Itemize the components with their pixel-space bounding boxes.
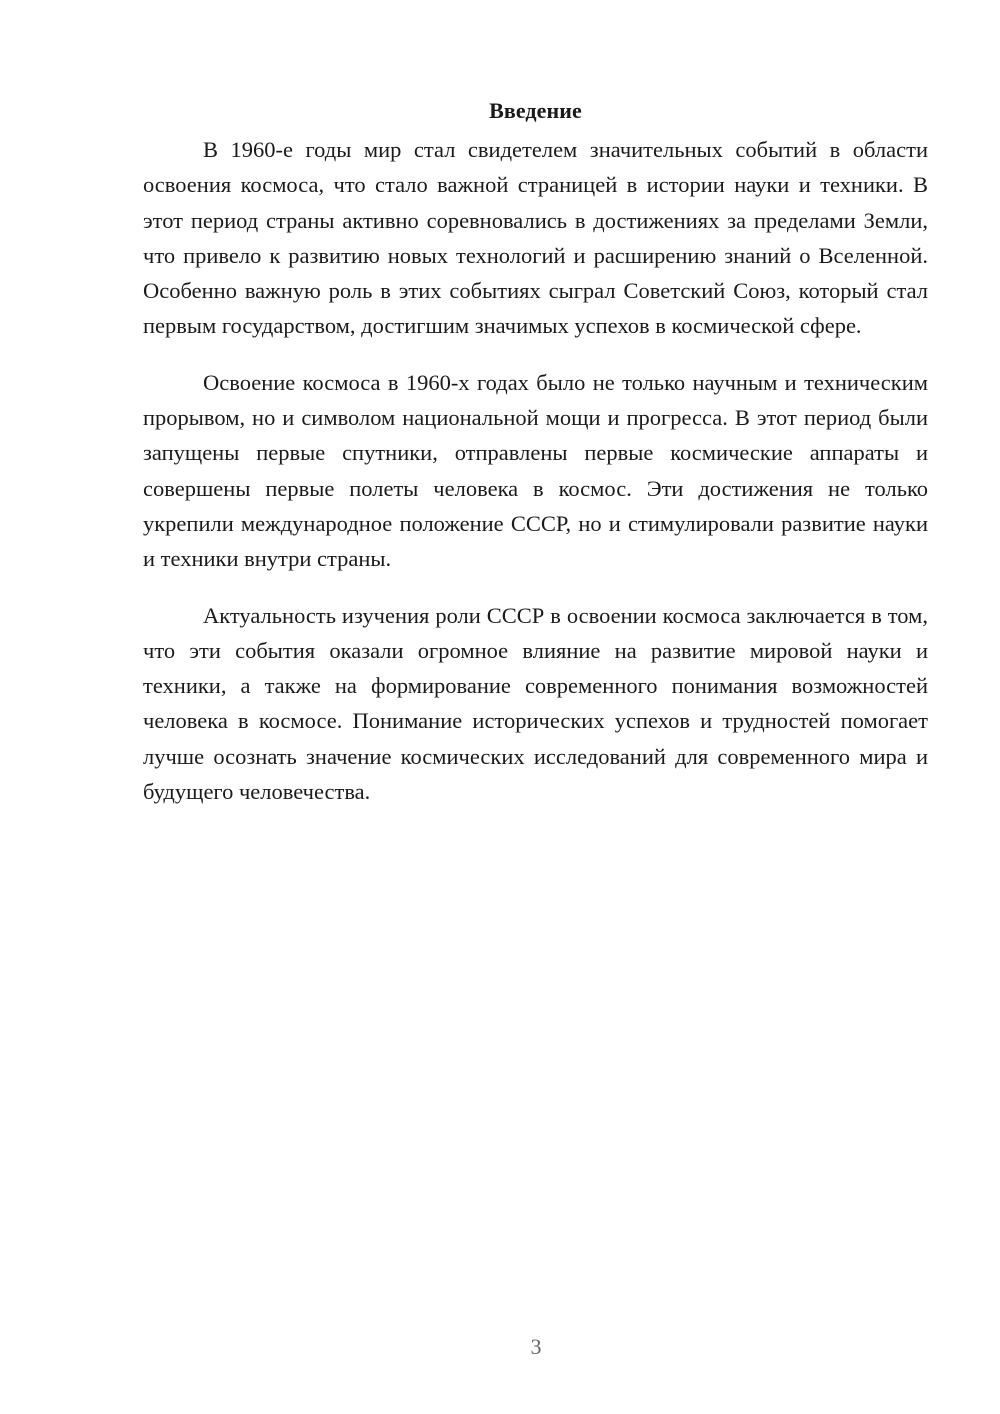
document-body [143,93,928,830]
section-heading: Введение [489,98,582,123]
paragraph-1: В 1960-е годы мир стал свидетелем значительных событий в области освоения космоса, что стало важной страницей в истории науки и техники. В этот период страны активно соревновались в достижениях за пределами Земли, что привело к развитию новых технологий и расширению знаний о Вселенной. Особенно важную роль в этих событиях сыграл Советский Союз, который стал первым государством, достигшим значимых успехов в космической сфере. [143,137,928,339]
paragraph-3: Актуальность изучения роли СССР в освоении космоса заключается в том, что эти события оказали огромное влияние на развитие мировой науки и техники, а также на формирование современного понимания возможностей человека в космосе. Понимание исторических успехов и трудностей помогает лучше осознать значение космических исследований для современного мира и будущего человечества. [143,602,928,805]
paragraph-2: Освоение космоса в 1960-х годах было не только научным и техническим прорывом, но и символом национальной мощи и прогресса. В этот период были запущены первые спутники, отправлены первые космические аппараты и совершены первые полеты человека в космос. Эти достижения не только укрепили международное положение СССР, но и стимулировали развитие науки и техники внутри страны. [143,369,928,572]
page-number: 3 [530,1334,542,1359]
